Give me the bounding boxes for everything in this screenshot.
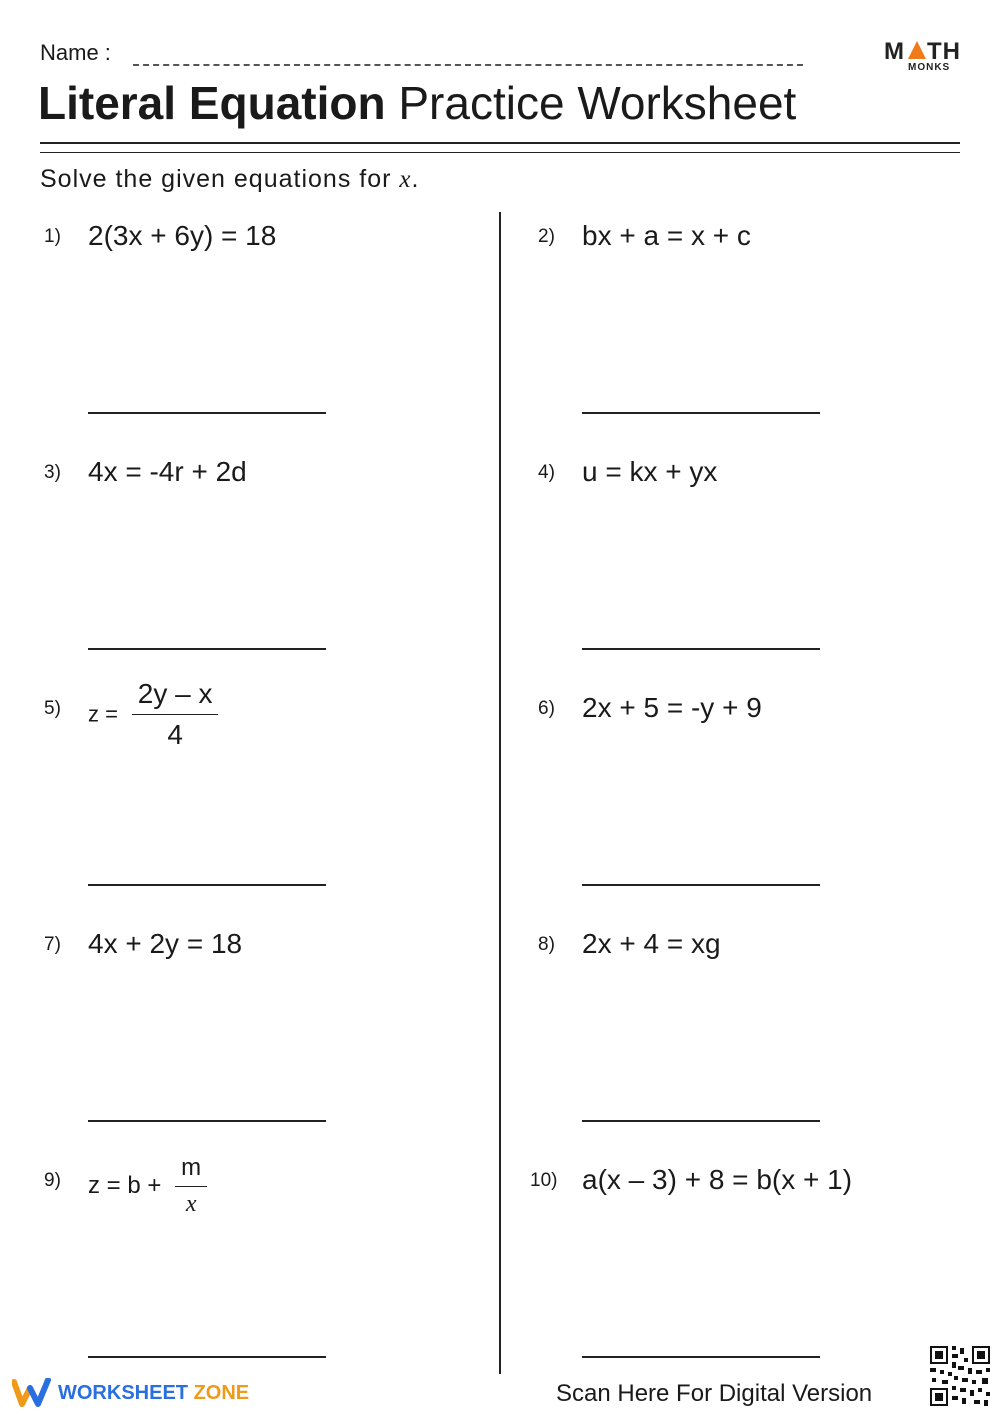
denominator: x	[185, 1191, 197, 1217]
logo-triangle-icon	[907, 40, 927, 60]
fraction	[132, 678, 219, 751]
answer-line[interactable]	[88, 648, 326, 650]
fraction	[175, 1154, 207, 1218]
problem-number: 3)	[44, 462, 61, 483]
problem-8	[538, 928, 958, 1164]
equation: 4x = -4r + 2d	[88, 456, 247, 487]
problem-number: 5)	[44, 698, 61, 719]
equation: bx + a = x + c	[582, 220, 751, 251]
problem-6	[538, 692, 958, 928]
name-label: Name :	[40, 40, 111, 65]
problem-9	[44, 1154, 464, 1400]
problem-7	[44, 928, 464, 1164]
problem-number: 9)	[44, 1170, 61, 1191]
answer-line[interactable]	[88, 884, 326, 886]
problem-3	[44, 456, 464, 692]
scan-text: Scan Here For Digital Version	[556, 1380, 873, 1407]
title-rule-thin	[40, 152, 960, 153]
equation: z = $\frac{2y - x}{4}$	[88, 678, 218, 751]
answer-line[interactable]	[88, 1120, 326, 1122]
answer-line[interactable]	[582, 1120, 820, 1122]
numerator: m	[175, 1154, 207, 1187]
title-bold: Literal Equation	[38, 77, 386, 129]
problem-5	[44, 678, 464, 928]
title-rule-thick	[40, 142, 960, 144]
numerator: 2y – x	[132, 678, 219, 715]
problem-number: 1)	[44, 226, 61, 247]
problem-number: 6)	[538, 698, 555, 719]
equation: z = b + $\frac{m}{x}$	[88, 1154, 207, 1218]
answer-line[interactable]	[582, 648, 820, 650]
problem-number: 10)	[530, 1170, 558, 1191]
answer-line[interactable]	[88, 412, 326, 414]
problem-4	[538, 456, 958, 692]
answer-line[interactable]	[582, 1356, 820, 1358]
page-title	[38, 76, 796, 130]
logo-wordmark: M TH	[884, 38, 961, 65]
worksheet-zone-w-icon	[12, 1378, 52, 1408]
qr-code-icon[interactable]	[928, 1344, 992, 1408]
problem-number: 2)	[538, 226, 555, 247]
instructions: Solve the given equations for x.	[40, 165, 420, 193]
problem-number: 7)	[44, 934, 61, 955]
problem-1	[44, 220, 464, 456]
problem-number: 4)	[538, 462, 555, 483]
worksheet-zone-wordmark: WORKSHEET ZONE	[58, 1382, 250, 1404]
name-field-line[interactable]	[133, 64, 803, 66]
answer-line[interactable]	[88, 1356, 326, 1358]
equation: 2x + 5 = -y + 9	[582, 692, 762, 723]
answer-line[interactable]	[582, 884, 820, 886]
answer-line[interactable]	[582, 412, 820, 414]
column-divider	[499, 212, 501, 1374]
problem-2	[538, 220, 958, 456]
math-monks-logo	[884, 38, 964, 78]
equation: 2(3x + 6y) = 18	[88, 220, 277, 251]
logo-subtitle: MONKS	[908, 62, 951, 73]
title-rest: Practice Worksheet	[385, 77, 797, 129]
problem-10	[530, 1164, 950, 1400]
equation: 4x + 2y = 18	[88, 928, 243, 959]
problem-number: 8)	[538, 934, 555, 955]
denominator: 4	[167, 719, 183, 750]
equation: 2x + 4 = xg	[582, 928, 721, 959]
equation: u = kx + yx	[582, 456, 718, 487]
name-row	[40, 38, 810, 70]
equation: a(x – 3) + 8 = b(x + 1)	[582, 1164, 853, 1195]
